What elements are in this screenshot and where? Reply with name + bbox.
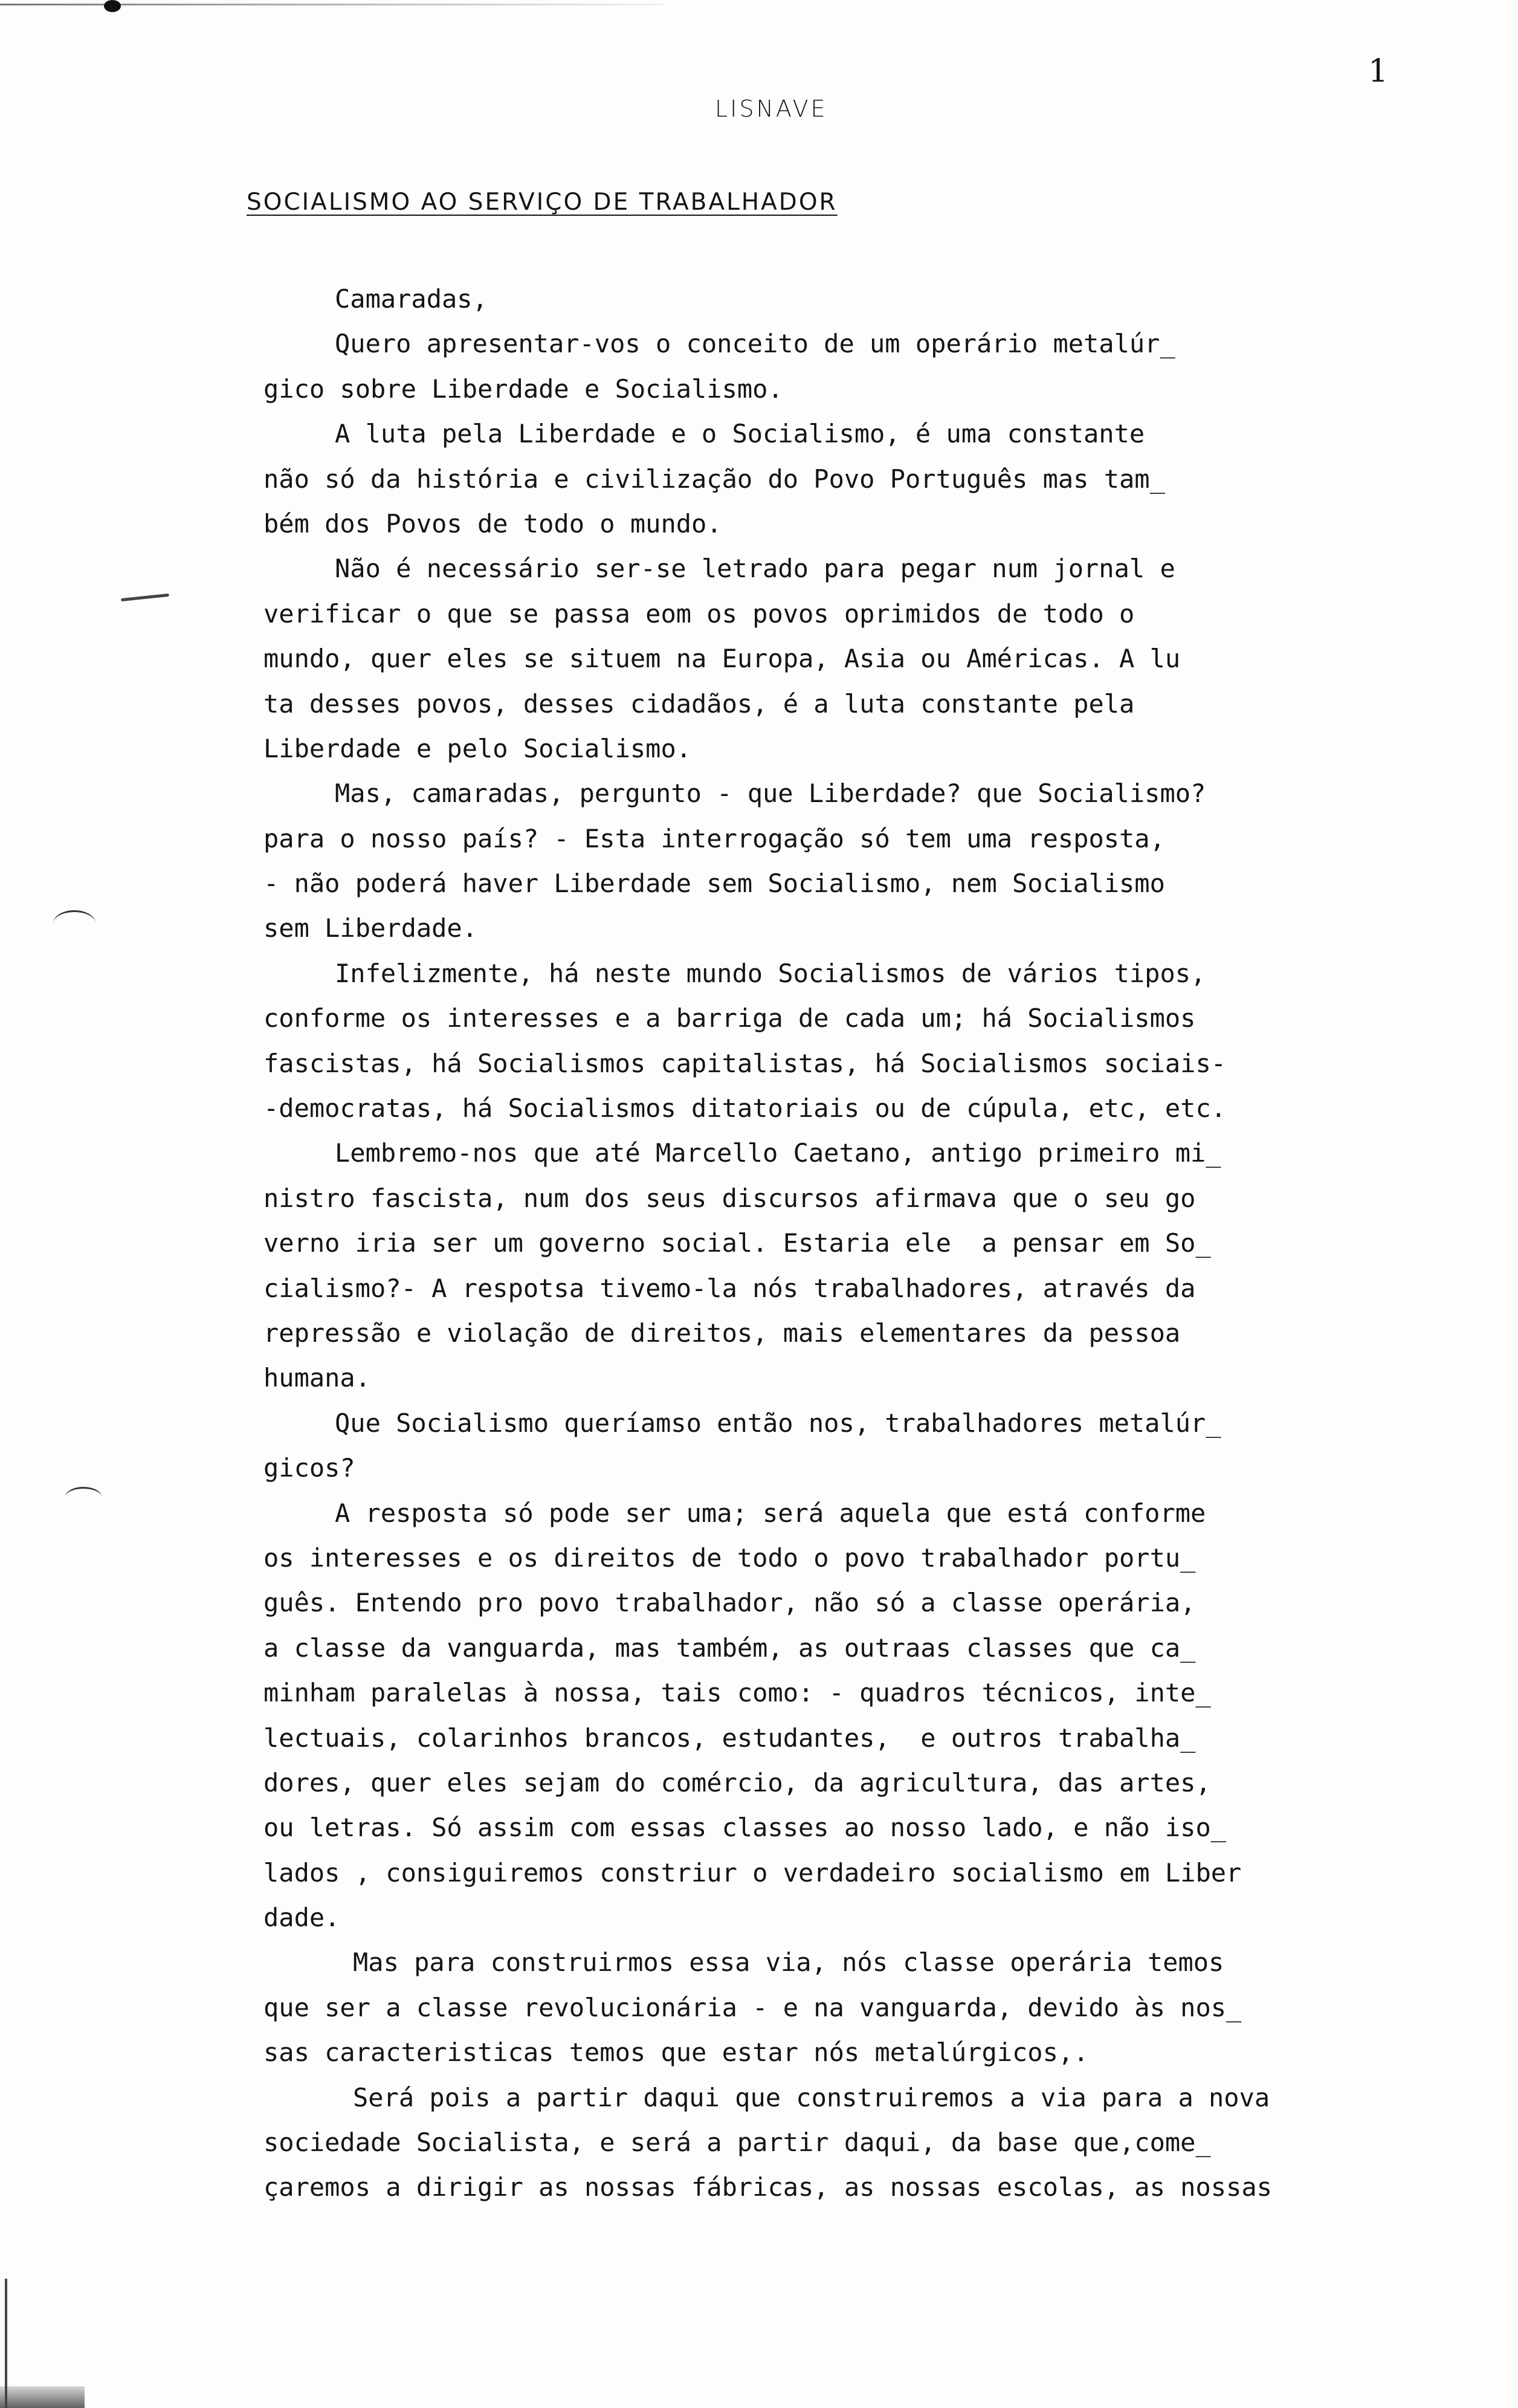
body-line: Mas para construirmos essa via, nós classe operária temos [353,1947,1224,1978]
body-line: sas caracteristicas temos que estar nós metalúrgicos,. [263,2037,1089,2068]
body-line: ta desses povos, desses cidadãos, é a luta constante pela [263,688,1135,719]
body-line: gico sobre Liberdade e Socialismo. [263,374,783,404]
body-line: Não é necessário ser-se letrado para pegar num jornal e [335,554,1175,584]
body-line: Será pois a partir daqui que construiremos a via para a nova [353,2082,1270,2112]
body-line: Liberdade e pelo Socialismo. [263,733,692,763]
document-header: LISNAVE [715,95,828,122]
body-line: Infelizmente, há neste mundo Socialismos de vários tipos, [335,958,1206,988]
body-line: ou letras. Só assim com essas classes ao nosso lado, e não iso_ [263,1813,1227,1843]
body-line: dores, quer eles sejam do comércio, da agricultura, das artes, [263,1767,1211,1798]
scan-margin-mark [121,594,169,601]
body-line: çaremos a dirigir as nossas fábricas, as nossas escolas, as nossas [263,2172,1272,2202]
body-line: nistro fascista, num dos seus discursos afirmava que o seu go [263,1183,1196,1213]
scan-left-edge [5,2279,7,2408]
scan-scratch-top [0,4,665,5]
body-line: - não poderá haver Liberdade sem Socialismo, nem Socialismo [263,869,1165,899]
body-line: minham paralelas à nossa, tais como: - quadros técnicos, inte_ [263,1678,1211,1708]
body-line: lados , consiguiremos constriur o verdadeiro socialismo em Liber [263,1857,1242,1888]
body-line: verificar o que se passa eom os povos oprimidos de todo o [263,598,1135,629]
body-line: repressão e violação de direitos, mais elementares da pessoa [263,1318,1181,1348]
body-line: para o nosso país? - Esta interrogação só tem uma resposta, [263,823,1165,853]
body-line: Camaradas, [335,284,488,314]
page-number: 1 [1368,53,1389,89]
body-line: mundo, quer eles se situem na Europa, Asia ou Américas. A lu [263,644,1181,674]
body-line: verno iria ser um governo social. Estaria ele a pensar em So_ [263,1228,1211,1258]
body-line: os interesses e os direitos de todo o povo trabalhador portu_ [263,1542,1196,1573]
body-line: Lembremo-nos que até Marcello Caetano, antigo primeiro mi_ [335,1138,1221,1168]
body-line: A resposta só pode ser uma; será aquela que está conforme [335,1498,1206,1528]
body-line: cialismo?- A respotsa tivemo-la nós trabalhadores, através da [263,1273,1196,1303]
body-line: lectuais, colarinhos brancos, estudantes, e outros trabalha_ [263,1723,1196,1753]
body-line: gicos? [263,1453,355,1483]
scan-margin-arc [65,1487,102,1507]
body-line: sem Liberdade. [263,913,478,943]
body-line: -democratas, há Socialismos ditatoriais ou de cúpula, etc, etc. [263,1093,1227,1124]
body-line: humana. [263,1363,371,1393]
body-line: sociedade Socialista, e será a partir daqui, da base que,come_ [263,2128,1211,2158]
scan-bottom-edge [0,2386,85,2408]
document-title: SOCIALISMO AO SERVIÇO DE TRABALHADOR [247,189,838,216]
scan-margin-arc [53,910,95,936]
body-line: Mas, camaradas, pergunto - que Liberdade? que Socialismo? [335,778,1206,809]
body-line: Que Socialismo queríamso então nos, trabalhadores metalúr_ [335,1408,1221,1438]
document-body [263,277,1472,2210]
body-line: a classe da vanguarda, mas também, as outraas classes que ca_ [263,1633,1196,1663]
body-line: não só da história e civilização do Povo Português mas tam_ [263,464,1165,494]
body-line: fascistas, há Socialismos capitalistas, há Socialismos sociais- [263,1048,1227,1078]
body-line: A luta pela Liberdade e o Socialismo, é uma constante [335,419,1145,449]
scan-hole-punch-mark [104,0,121,12]
body-line: dade. [263,1903,340,1933]
body-line: Quero apresentar-vos o conceito de um operário metalúr_ [335,329,1175,359]
body-line: que ser a classe revolucionária - e na vanguarda, devido às nos_ [263,1992,1242,2022]
body-line: conforme os interesses e a barriga de cada um; há Socialismos [263,1003,1196,1034]
body-line: guês. Entendo pro povo trabalhador, não só a classe operária, [263,1588,1196,1618]
body-line: bém dos Povos de todo o mundo. [263,508,722,539]
